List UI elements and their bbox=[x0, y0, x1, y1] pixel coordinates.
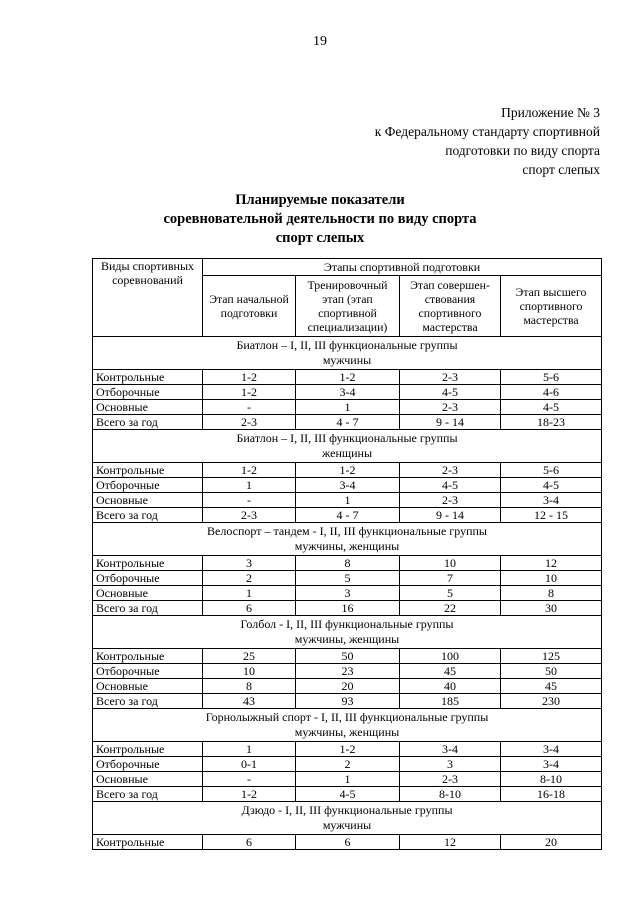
header-stage: Этап совершен-ствования спортивного мастерства bbox=[400, 276, 501, 337]
appendix-line: к Федеральному стандарту спортивной bbox=[374, 124, 600, 139]
title-line: соревновательной деятельности по виду спорта bbox=[163, 211, 477, 227]
value-cell: 2-3 bbox=[400, 772, 501, 787]
section-header-row bbox=[93, 616, 602, 649]
value-cell: - bbox=[203, 772, 296, 787]
value-cell: 3-4 bbox=[501, 493, 602, 508]
table-row bbox=[93, 493, 602, 508]
value-cell: 8 bbox=[203, 679, 296, 694]
value-cell: 7 bbox=[400, 571, 501, 586]
value-cell: 2-3 bbox=[400, 370, 501, 385]
value-cell: 1 bbox=[296, 400, 400, 415]
value-cell: 23 bbox=[296, 664, 400, 679]
value-cell: 2-3 bbox=[203, 508, 296, 523]
competition-kind-cell: Отборочные bbox=[93, 385, 203, 400]
value-cell: - bbox=[203, 493, 296, 508]
value-cell: 10 bbox=[400, 556, 501, 571]
value-cell: 1-2 bbox=[296, 742, 400, 757]
section-title bbox=[93, 802, 602, 835]
header-competition-kinds: Виды спортивных соревнований bbox=[93, 259, 203, 337]
table-row bbox=[93, 772, 602, 787]
value-cell: 40 bbox=[400, 679, 501, 694]
section-header-row bbox=[93, 337, 602, 370]
table-row bbox=[93, 835, 602, 850]
value-cell: 3-4 bbox=[400, 742, 501, 757]
value-cell: 12 - 15 bbox=[501, 508, 602, 523]
value-cell: 4-6 bbox=[501, 385, 602, 400]
value-cell: 93 bbox=[296, 694, 400, 709]
value-cell: 2 bbox=[203, 571, 296, 586]
value-cell: 100 bbox=[400, 649, 501, 664]
value-cell: 185 bbox=[400, 694, 501, 709]
competition-kind-cell: Всего за год bbox=[93, 601, 203, 616]
section-title bbox=[93, 523, 602, 556]
value-cell: 25 bbox=[203, 649, 296, 664]
value-cell: 4-5 bbox=[296, 787, 400, 802]
value-cell: 3-4 bbox=[501, 742, 602, 757]
competition-kind-cell: Основные bbox=[93, 679, 203, 694]
section-header-row bbox=[93, 430, 602, 463]
value-cell: 10 bbox=[203, 664, 296, 679]
value-cell: 2-3 bbox=[203, 415, 296, 430]
value-cell: 1 bbox=[203, 586, 296, 601]
table-row bbox=[93, 508, 602, 523]
table-row bbox=[93, 757, 602, 772]
competition-kind-cell: Всего за год bbox=[93, 508, 203, 523]
value-cell: 5-6 bbox=[501, 463, 602, 478]
value-cell: 3-4 bbox=[296, 385, 400, 400]
value-cell: 1 bbox=[296, 772, 400, 787]
competition-kind-cell: Контрольные bbox=[93, 370, 203, 385]
value-cell: 18-23 bbox=[501, 415, 602, 430]
value-cell: 4-5 bbox=[501, 400, 602, 415]
competition-kind-cell: Отборочные bbox=[93, 478, 203, 493]
section-title-line: Биатлон – I, II, III функциональные группы bbox=[236, 338, 458, 352]
value-cell: 8 bbox=[501, 586, 602, 601]
competition-kind-cell: Контрольные bbox=[93, 742, 203, 757]
competition-kind-cell: Всего за год bbox=[93, 787, 203, 802]
value-cell: 43 bbox=[203, 694, 296, 709]
value-cell: 1-2 bbox=[203, 370, 296, 385]
section-title-line: мужчины bbox=[322, 353, 372, 367]
page-number: 19 bbox=[313, 34, 327, 49]
section-title-line: Горнолыжный спорт - I, II, III функциональные группы bbox=[205, 710, 489, 724]
value-cell: 50 bbox=[501, 664, 602, 679]
table-row bbox=[93, 571, 602, 586]
section-title bbox=[93, 709, 602, 742]
value-cell: 22 bbox=[400, 601, 501, 616]
value-cell: 1 bbox=[203, 478, 296, 493]
value-cell: 4 - 7 bbox=[296, 508, 400, 523]
competition-kind-cell: Основные bbox=[93, 772, 203, 787]
header-training-stages: Этапы спортивной подготовки bbox=[203, 259, 602, 276]
value-cell: 6 bbox=[296, 835, 400, 850]
section-header-row bbox=[93, 523, 602, 556]
value-cell: 12 bbox=[400, 835, 501, 850]
section-title-line: Биатлон – I, II, III функциональные группы bbox=[236, 431, 458, 445]
table-row bbox=[93, 679, 602, 694]
value-cell: 16-18 bbox=[501, 787, 602, 802]
table-body bbox=[93, 337, 602, 850]
table-header-row bbox=[93, 259, 602, 276]
appendix-line: подготовки по виду спорта bbox=[445, 143, 600, 158]
value-cell: 4-5 bbox=[400, 385, 501, 400]
section-header-row bbox=[93, 709, 602, 742]
value-cell: 3 bbox=[296, 586, 400, 601]
section-title-line: Дзюдо - I, II, III функциональные группы bbox=[241, 803, 453, 817]
value-cell: 6 bbox=[203, 601, 296, 616]
value-cell: 9 - 14 bbox=[400, 508, 501, 523]
section-title-line: мужчины, женщины bbox=[294, 539, 400, 553]
section-title-line: мужчины, женщины bbox=[294, 632, 400, 646]
value-cell: 2 bbox=[296, 757, 400, 772]
indicators-table bbox=[92, 258, 602, 850]
value-cell: 20 bbox=[501, 835, 602, 850]
competition-kind-cell: Контрольные bbox=[93, 835, 203, 850]
header-stage: Этап начальной подготовки bbox=[203, 276, 296, 337]
value-cell: 1-2 bbox=[296, 463, 400, 478]
value-cell: 16 bbox=[296, 601, 400, 616]
competition-kind-cell: Контрольные bbox=[93, 649, 203, 664]
appendix-line: Приложение № 3 bbox=[501, 105, 600, 120]
section-title-line: мужчины, женщины bbox=[294, 725, 400, 739]
value-cell: 1-2 bbox=[203, 463, 296, 478]
value-cell: 4-5 bbox=[501, 478, 602, 493]
table-row bbox=[93, 385, 602, 400]
table-row bbox=[93, 463, 602, 478]
competition-kind-cell: Всего за год bbox=[93, 415, 203, 430]
competition-kind-cell: Основные bbox=[93, 493, 203, 508]
title-line: Планируемые показатели bbox=[235, 192, 405, 208]
value-cell: 3-4 bbox=[501, 757, 602, 772]
value-cell: 45 bbox=[400, 664, 501, 679]
competition-kind-cell: Контрольные bbox=[93, 463, 203, 478]
value-cell: 0-1 bbox=[203, 757, 296, 772]
value-cell: 1-2 bbox=[203, 385, 296, 400]
value-cell: 2-3 bbox=[400, 400, 501, 415]
value-cell: 20 bbox=[296, 679, 400, 694]
section-title-line: мужчины bbox=[322, 818, 372, 832]
value-cell: - bbox=[203, 400, 296, 415]
value-cell: 3 bbox=[203, 556, 296, 571]
competition-kind-cell: Контрольные bbox=[93, 556, 203, 571]
competition-kind-cell: Основные bbox=[93, 586, 203, 601]
value-cell: 1 bbox=[203, 742, 296, 757]
appendix-header bbox=[375, 103, 600, 179]
value-cell: 1 bbox=[296, 493, 400, 508]
value-cell: 5-6 bbox=[501, 370, 602, 385]
table-row bbox=[93, 370, 602, 385]
value-cell: 125 bbox=[501, 649, 602, 664]
table-row bbox=[93, 400, 602, 415]
competition-kind-cell: Отборочные bbox=[93, 757, 203, 772]
value-cell: 30 bbox=[501, 601, 602, 616]
table-row bbox=[93, 742, 602, 757]
section-title-line: Велоспорт – тандем - I, II, III функциональные группы bbox=[207, 524, 487, 538]
table-head bbox=[93, 259, 602, 337]
section-title-line: женщины bbox=[321, 446, 373, 460]
value-cell: 1-2 bbox=[296, 370, 400, 385]
table-row bbox=[93, 556, 602, 571]
header-stage: Этап высшего спортивного мастерства bbox=[501, 276, 602, 337]
competition-kind-cell: Основные bbox=[93, 400, 203, 415]
value-cell: 6 bbox=[203, 835, 296, 850]
value-cell: 2-3 bbox=[400, 493, 501, 508]
section-title bbox=[93, 430, 602, 463]
value-cell: 4 - 7 bbox=[296, 415, 400, 430]
value-cell: 8 bbox=[296, 556, 400, 571]
table-row bbox=[93, 415, 602, 430]
document-title bbox=[0, 191, 640, 248]
title-line: спорт слепых bbox=[275, 230, 365, 246]
table-row bbox=[93, 649, 602, 664]
table-row bbox=[93, 787, 602, 802]
value-cell: 8-10 bbox=[501, 772, 602, 787]
table-row bbox=[93, 478, 602, 493]
value-cell: 5 bbox=[400, 586, 501, 601]
section-title-line: Голбол - I, II, III функциональные группы bbox=[240, 617, 454, 631]
value-cell: 50 bbox=[296, 649, 400, 664]
section-header-row bbox=[93, 802, 602, 835]
value-cell: 2-3 bbox=[400, 463, 501, 478]
value-cell: 230 bbox=[501, 694, 602, 709]
appendix-line: спорт слепых bbox=[522, 162, 600, 177]
table-row bbox=[93, 586, 602, 601]
competition-kind-cell: Отборочные bbox=[93, 664, 203, 679]
value-cell: 12 bbox=[501, 556, 602, 571]
table-row bbox=[93, 694, 602, 709]
value-cell: 5 bbox=[296, 571, 400, 586]
value-cell: 9 - 14 bbox=[400, 415, 501, 430]
competition-kind-cell: Отборочные bbox=[93, 571, 203, 586]
table-row bbox=[93, 601, 602, 616]
competition-kind-cell: Всего за год bbox=[93, 694, 203, 709]
value-cell: 45 bbox=[501, 679, 602, 694]
value-cell: 3-4 bbox=[296, 478, 400, 493]
section-title bbox=[93, 616, 602, 649]
header-stage: Тренировочный этап (этап спортивной специализации) bbox=[296, 276, 400, 337]
value-cell: 4-5 bbox=[400, 478, 501, 493]
value-cell: 8-10 bbox=[400, 787, 501, 802]
section-title bbox=[93, 337, 602, 370]
value-cell: 10 bbox=[501, 571, 602, 586]
table-row bbox=[93, 664, 602, 679]
value-cell: 1-2 bbox=[203, 787, 296, 802]
value-cell: 3 bbox=[400, 757, 501, 772]
